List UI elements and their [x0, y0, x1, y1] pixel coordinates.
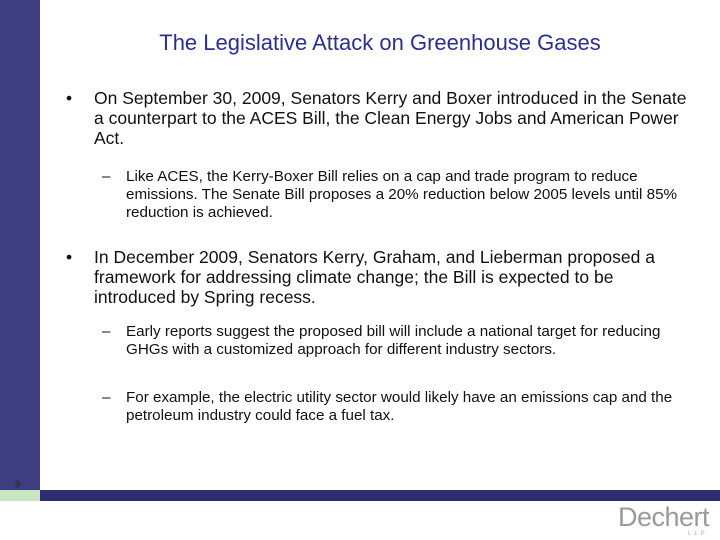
bullet-1-sub-1-text: Like ACES, the Kerry-Boxer Bill relies on a cap and trade program to reduce emissions. The Senate Bill proposes a 20% reduction below 2005 levels until 85% reduction is achieved. [126, 168, 678, 221]
bullet-marker: • [66, 247, 73, 267]
sub-marker: – [102, 389, 111, 406]
bullet-1-sub-1 [102, 168, 686, 222]
dechert-logo-llp: LLP [688, 531, 708, 537]
bullet-1-text: On September 30, 2009, Senators Kerry and Boxer introduced in the Senate a counterpart to the ACES Bill, the Clean Energy Jobs and American Power Act. [94, 88, 687, 148]
bullet-2-sub-2 [102, 389, 686, 425]
sub-marker: – [102, 168, 111, 185]
bullet-marker: • [66, 88, 73, 108]
corner-accent-square [0, 490, 40, 501]
bottom-rule [0, 490, 720, 501]
bullet-2-sub-1 [102, 323, 686, 359]
dechert-logo: Dechert [618, 502, 710, 532]
bullet-2-sub-1-text: Early reports suggest the proposed bill will include a national target for reducing GHGs with a customized approach for different industry sectors. [126, 323, 661, 358]
bullet-2 [66, 247, 694, 307]
left-accent-bar [0, 0, 40, 492]
page-number: 9 [15, 479, 21, 489]
sub-marker: – [102, 323, 111, 340]
bullet-2-text: In December 2009, Senators Kerry, Graham, and Lieberman proposed a framework for addressing climate change; the Bill is expected to be introduced by Spring recess. [94, 247, 655, 307]
slide-title: The Legislative Attack on Greenhouse Gases [159, 30, 601, 55]
bullet-2-sub-2-text: For example, the electric utility sector would likely have an emissions cap and the petroleum industry could face a fuel tax. [126, 389, 673, 424]
bullet-1 [66, 88, 694, 148]
